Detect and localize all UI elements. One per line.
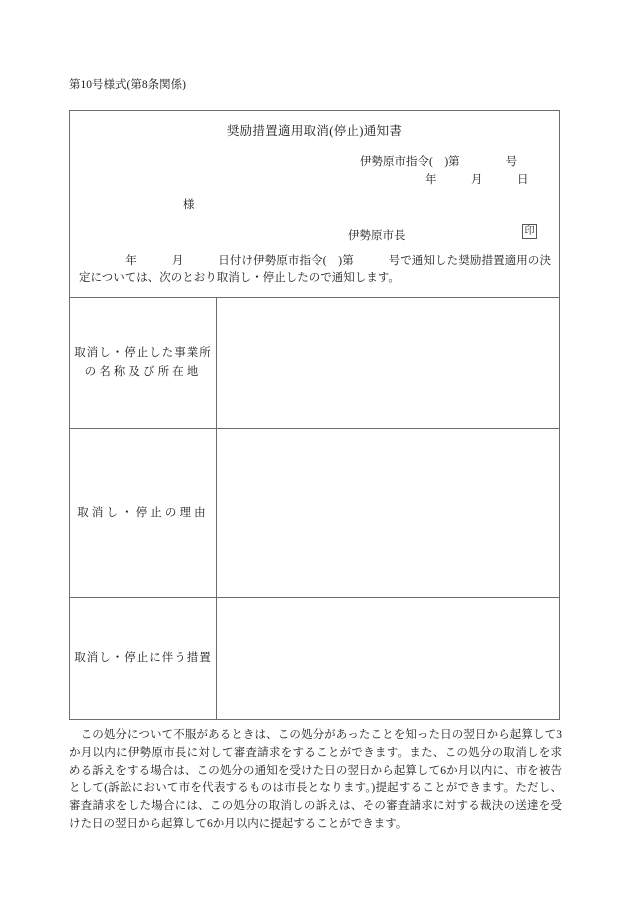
row-label-reason (70, 429, 217, 597)
row-label-measures (70, 598, 217, 719)
addressee-honorific: 様 (183, 199, 195, 211)
row-label-line: の名称及び所在地 (84, 366, 202, 378)
row-value-establishment[interactable] (217, 298, 559, 428)
row-label-establishment (70, 298, 217, 428)
row-label-line: 取消し・停止した事業所 (74, 347, 212, 360)
table-row (70, 598, 559, 719)
reference-number: 伊勢原市指令( )第 号 (360, 156, 518, 168)
notice-frame (69, 110, 560, 720)
form-number: 第10号様式(第8条関係) (69, 79, 186, 91)
table-row (70, 298, 559, 429)
row-value-measures[interactable] (217, 598, 559, 719)
seal-stamp-icon: 印 (522, 224, 537, 239)
row-label-line: 取消し・停止に伴う措置 (74, 652, 212, 665)
reference-date: 年 月 日 (425, 174, 529, 186)
document-title: 奨励措置適用取消(停止)通知書 (226, 124, 403, 138)
notice-header-block (70, 111, 559, 297)
appeal-rights-notice: この処分について不服があるときは、この処分があったことを知った日の翌日から起算して3か月以内に伊勢原市長に対して審査請求をすることができます。また、この処分の取消しを求める訴えをする場合は、この処分の通知を受けた日の翌日から起算して6か月以内に、市を被告として(訴訟において市を代表するものは市長となります。)提起することができます。ただし、審査請求をした場合には、この処分の取消しの訴えは、その審査請求に対する裁決の送達を受けた日の翌日から起算して6か月以内に提起することができます。 (69, 729, 562, 831)
notice-detail-table (70, 297, 559, 719)
issuer-name: 伊勢原市長 (348, 230, 406, 242)
row-value-reason[interactable] (217, 429, 559, 597)
table-row (70, 429, 559, 598)
row-label-line: 取消し・停止の理由 (77, 506, 209, 519)
intro-paragraph: 年 月 日付け伊勢原市指令( )第 号で通知した奨励措置適用の決定については、次のとおり取消し・停止したので通知します。 (79, 255, 551, 284)
